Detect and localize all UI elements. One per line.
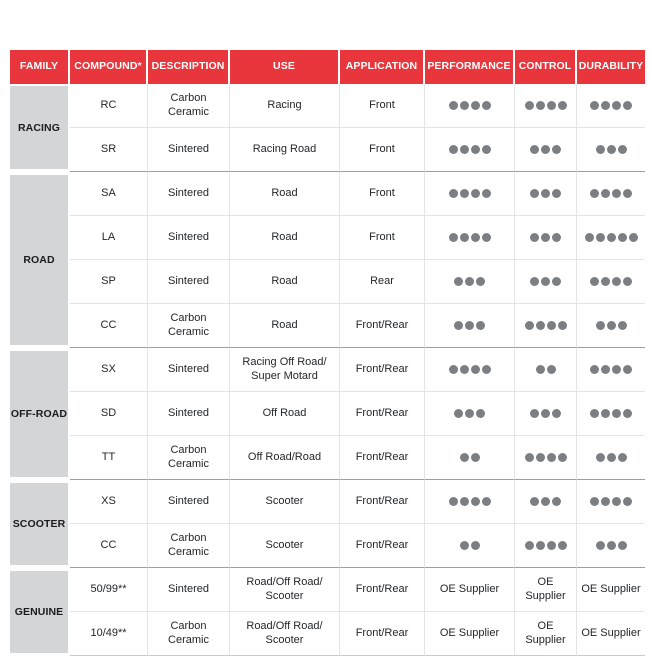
oe-supplier-label: OE Supplier xyxy=(581,582,641,595)
rating-dots xyxy=(428,394,511,433)
rating-dots xyxy=(428,86,511,125)
rating-dots xyxy=(580,482,642,521)
performance-cell xyxy=(425,612,515,656)
rating-dots xyxy=(518,174,573,213)
rating-dot xyxy=(465,321,474,330)
rating-dot xyxy=(607,145,616,154)
rating-dot xyxy=(541,233,550,242)
description-cell: Sintered xyxy=(148,348,230,392)
durability-cell xyxy=(577,84,645,128)
performance-cell xyxy=(425,392,515,436)
rating-dot xyxy=(541,145,550,154)
rating-dot xyxy=(552,497,561,506)
family-cell-road: ROAD xyxy=(10,172,70,348)
use-cell: Road/Off Road/ Scooter xyxy=(230,568,340,612)
rating-dot xyxy=(471,101,480,110)
performance-cell xyxy=(425,84,515,128)
control-cell xyxy=(515,436,577,480)
rating-dots xyxy=(428,482,511,521)
rating-dot xyxy=(460,497,469,506)
durability-cell xyxy=(577,392,645,436)
family-cell-genuine: GENUINE xyxy=(10,568,70,656)
column-header-use: USE xyxy=(230,50,340,84)
rating-dot xyxy=(596,321,605,330)
durability-cell xyxy=(577,348,645,392)
rating-dots xyxy=(580,86,642,125)
rating-dots xyxy=(518,218,573,257)
rating-dot xyxy=(612,365,621,374)
table-row xyxy=(10,480,645,524)
compound-cell: SP xyxy=(70,260,148,304)
control-cell xyxy=(515,392,577,436)
rating-dots xyxy=(518,306,573,345)
rating-dots xyxy=(428,262,511,301)
description-cell: Carbon Ceramic xyxy=(148,436,230,480)
performance-cell xyxy=(425,436,515,480)
family-cell-racing: RACING xyxy=(10,84,70,172)
rating-dot xyxy=(547,321,556,330)
durability-cell xyxy=(577,304,645,348)
rating-dot xyxy=(449,145,458,154)
rating-dot xyxy=(623,277,632,286)
rating-dot xyxy=(618,453,627,462)
compound-cell: 10/49** xyxy=(70,612,148,656)
rating-dot xyxy=(525,541,534,550)
rating-dot xyxy=(590,497,599,506)
table-row xyxy=(10,392,645,436)
performance-cell xyxy=(425,348,515,392)
family-cell-off-road: OFF-ROAD xyxy=(10,348,70,480)
use-cell: Off Road xyxy=(230,392,340,436)
durability-cell xyxy=(577,480,645,524)
table-row xyxy=(10,524,645,568)
oe-supplier-label: OE Supplier xyxy=(581,626,641,639)
rating-dot xyxy=(558,101,567,110)
column-header-durability: DURABILITY xyxy=(577,50,645,84)
rating-dot xyxy=(454,277,463,286)
application-cell: Front xyxy=(340,84,425,128)
durability-cell xyxy=(577,128,645,172)
rating-dot xyxy=(536,321,545,330)
oe-supplier-label: OE Supplier xyxy=(439,582,500,595)
rating-dot xyxy=(525,321,534,330)
rating-dot xyxy=(552,145,561,154)
compound-cell: SD xyxy=(70,392,148,436)
application-cell: Front/Rear xyxy=(340,612,425,656)
rating-dot xyxy=(618,233,627,242)
description-cell: Carbon Ceramic xyxy=(148,612,230,656)
rating-dot xyxy=(596,453,605,462)
rating-dot xyxy=(629,233,638,242)
control-cell xyxy=(515,216,577,260)
rating-dots xyxy=(580,526,642,565)
control-cell xyxy=(515,84,577,128)
rating-dot xyxy=(607,453,616,462)
durability-cell xyxy=(577,260,645,304)
rating-dot xyxy=(471,189,480,198)
application-cell: Front/Rear xyxy=(340,436,425,480)
rating-dot xyxy=(482,101,491,110)
control-cell xyxy=(515,128,577,172)
rating-dot xyxy=(558,453,567,462)
rating-dot xyxy=(552,409,561,418)
compound-cell: SA xyxy=(70,172,148,216)
control-cell xyxy=(515,348,577,392)
compound-cell: TT xyxy=(70,436,148,480)
table-row xyxy=(10,568,645,612)
rating-dots xyxy=(428,306,511,345)
description-cell: Sintered xyxy=(148,216,230,260)
rating-dot xyxy=(530,145,539,154)
table-row xyxy=(10,304,645,348)
rating-dot xyxy=(482,497,491,506)
application-cell: Front/Rear xyxy=(340,392,425,436)
rating-dot xyxy=(623,409,632,418)
rating-dot xyxy=(536,101,545,110)
rating-dot xyxy=(590,189,599,198)
table-row xyxy=(10,436,645,480)
rating-dot xyxy=(460,541,469,550)
rating-dot xyxy=(612,189,621,198)
description-cell: Sintered xyxy=(148,480,230,524)
rating-dot xyxy=(618,321,627,330)
application-cell: Front/Rear xyxy=(340,304,425,348)
rating-dot xyxy=(460,233,469,242)
compound-cell: CC xyxy=(70,524,148,568)
rating-dot xyxy=(460,101,469,110)
rating-dot xyxy=(536,365,545,374)
performance-cell xyxy=(425,304,515,348)
rating-dot xyxy=(596,233,605,242)
rating-dot xyxy=(601,277,610,286)
control-cell xyxy=(515,524,577,568)
rating-dot xyxy=(471,365,480,374)
rating-dots xyxy=(580,174,642,213)
description-cell: Carbon Ceramic xyxy=(148,84,230,128)
oe-supplier-label: OE Supplier xyxy=(525,619,566,646)
rating-dot xyxy=(552,189,561,198)
rating-dot xyxy=(585,233,594,242)
use-cell: Road xyxy=(230,216,340,260)
rating-dot xyxy=(530,189,539,198)
description-cell: Sintered xyxy=(148,568,230,612)
rating-dot xyxy=(547,453,556,462)
compound-spec-table xyxy=(10,50,645,656)
compound-cell: LA xyxy=(70,216,148,260)
rating-dots xyxy=(428,130,511,169)
durability-cell xyxy=(577,172,645,216)
rating-dot xyxy=(607,233,616,242)
rating-dot xyxy=(547,541,556,550)
oe-supplier-label: OE Supplier xyxy=(525,575,566,602)
rating-dots xyxy=(580,262,642,301)
rating-dot xyxy=(623,497,632,506)
rating-dots xyxy=(518,130,573,169)
rating-dot xyxy=(460,453,469,462)
compound-cell: 50/99** xyxy=(70,568,148,612)
performance-cell xyxy=(425,216,515,260)
rating-dot xyxy=(590,101,599,110)
rating-dot xyxy=(482,145,491,154)
application-cell: Rear xyxy=(340,260,425,304)
control-cell xyxy=(515,480,577,524)
rating-dot xyxy=(541,189,550,198)
performance-cell xyxy=(425,480,515,524)
rating-dot xyxy=(596,541,605,550)
use-cell: Road xyxy=(230,260,340,304)
rating-dots xyxy=(580,438,642,477)
rating-dots xyxy=(580,394,642,433)
rating-dots xyxy=(518,262,573,301)
rating-dot xyxy=(530,497,539,506)
table-row xyxy=(10,172,645,216)
rating-dot xyxy=(618,541,627,550)
table-row xyxy=(10,260,645,304)
rating-dot xyxy=(482,233,491,242)
rating-dot xyxy=(558,321,567,330)
rating-dot xyxy=(590,365,599,374)
rating-dot xyxy=(547,365,556,374)
control-cell xyxy=(515,304,577,348)
rating-dot xyxy=(601,409,610,418)
rating-dot xyxy=(623,189,632,198)
rating-dot xyxy=(601,497,610,506)
compound-cell: XS xyxy=(70,480,148,524)
column-header-control: CONTROL xyxy=(515,50,577,84)
rating-dot xyxy=(454,321,463,330)
rating-dot xyxy=(530,233,539,242)
rating-dot xyxy=(618,145,627,154)
table-row xyxy=(10,216,645,260)
use-cell: Scooter xyxy=(230,524,340,568)
rating-dot xyxy=(471,233,480,242)
rating-dots xyxy=(428,526,511,565)
column-header-performance: PERFORMANCE xyxy=(425,50,515,84)
rating-dot xyxy=(460,365,469,374)
header-row xyxy=(10,50,645,84)
rating-dot xyxy=(601,101,610,110)
rating-dots xyxy=(428,174,511,213)
rating-dot xyxy=(596,145,605,154)
rating-dots xyxy=(428,218,511,257)
rating-dots xyxy=(518,394,573,433)
rating-dot xyxy=(525,453,534,462)
rating-dots xyxy=(580,218,642,257)
table-row xyxy=(10,612,645,656)
table-row xyxy=(10,348,645,392)
rating-dot xyxy=(612,409,621,418)
rating-dot xyxy=(601,189,610,198)
rating-dots xyxy=(428,438,511,477)
rating-dot xyxy=(449,101,458,110)
durability-cell xyxy=(577,524,645,568)
rating-dot xyxy=(449,189,458,198)
compound-spec-table-container xyxy=(10,50,645,656)
application-cell: Front xyxy=(340,216,425,260)
compound-cell: SR xyxy=(70,128,148,172)
rating-dot xyxy=(471,497,480,506)
rating-dot xyxy=(449,497,458,506)
column-header-description: DESCRIPTION xyxy=(148,50,230,84)
control-cell xyxy=(515,260,577,304)
rating-dot xyxy=(607,541,616,550)
rating-dot xyxy=(449,233,458,242)
rating-dots xyxy=(518,350,573,389)
application-cell: Front/Rear xyxy=(340,480,425,524)
rating-dot xyxy=(471,145,480,154)
durability-cell xyxy=(577,436,645,480)
rating-dots xyxy=(518,86,573,125)
rating-dots xyxy=(580,130,642,169)
rating-dot xyxy=(590,409,599,418)
family-cell-scooter: SCOOTER xyxy=(10,480,70,568)
performance-cell xyxy=(425,128,515,172)
compound-cell: SX xyxy=(70,348,148,392)
rating-dot xyxy=(552,277,561,286)
use-cell: Racing xyxy=(230,84,340,128)
rating-dot xyxy=(590,277,599,286)
performance-cell xyxy=(425,260,515,304)
rating-dots xyxy=(580,350,642,389)
rating-dot xyxy=(530,277,539,286)
description-cell: Sintered xyxy=(148,128,230,172)
use-cell: Racing Road xyxy=(230,128,340,172)
durability-cell xyxy=(577,568,645,612)
performance-cell xyxy=(425,524,515,568)
application-cell: Front xyxy=(340,172,425,216)
control-cell xyxy=(515,172,577,216)
rating-dot xyxy=(612,277,621,286)
rating-dot xyxy=(541,277,550,286)
column-header-family: FAMILY xyxy=(10,50,70,84)
use-cell: Road xyxy=(230,172,340,216)
rating-dots xyxy=(518,438,573,477)
description-cell: Sintered xyxy=(148,260,230,304)
rating-dot xyxy=(612,101,621,110)
rating-dot xyxy=(449,365,458,374)
rating-dots xyxy=(518,526,573,565)
control-cell xyxy=(515,568,577,612)
table-body xyxy=(10,84,645,656)
rating-dot xyxy=(558,541,567,550)
rating-dot xyxy=(454,409,463,418)
application-cell: Front xyxy=(340,128,425,172)
rating-dot xyxy=(471,453,480,462)
table-row xyxy=(10,84,645,128)
application-cell: Front/Rear xyxy=(340,524,425,568)
use-cell: Road/Off Road/ Scooter xyxy=(230,612,340,656)
description-cell: Sintered xyxy=(148,392,230,436)
compound-cell: CC xyxy=(70,304,148,348)
compound-cell: RC xyxy=(70,84,148,128)
rating-dot xyxy=(541,497,550,506)
rating-dot xyxy=(536,453,545,462)
rating-dot xyxy=(476,321,485,330)
control-cell xyxy=(515,612,577,656)
rating-dot xyxy=(465,277,474,286)
use-cell: Off Road/Road xyxy=(230,436,340,480)
rating-dot xyxy=(482,189,491,198)
rating-dot xyxy=(525,101,534,110)
durability-cell xyxy=(577,612,645,656)
durability-cell xyxy=(577,216,645,260)
rating-dot xyxy=(476,277,485,286)
description-cell: Sintered xyxy=(148,172,230,216)
rating-dot xyxy=(623,101,632,110)
application-cell: Front/Rear xyxy=(340,348,425,392)
rating-dot xyxy=(460,145,469,154)
rating-dot xyxy=(607,321,616,330)
column-header-application: APPLICATION xyxy=(340,50,425,84)
performance-cell xyxy=(425,568,515,612)
rating-dot xyxy=(601,365,610,374)
rating-dot xyxy=(547,101,556,110)
rating-dot xyxy=(476,409,485,418)
rating-dot xyxy=(465,409,474,418)
use-cell: Road xyxy=(230,304,340,348)
rating-dot xyxy=(552,233,561,242)
rating-dot xyxy=(471,541,480,550)
rating-dot xyxy=(623,365,632,374)
rating-dots xyxy=(428,350,511,389)
rating-dot xyxy=(536,541,545,550)
rating-dot xyxy=(460,189,469,198)
rating-dot xyxy=(482,365,491,374)
table-header xyxy=(10,50,645,84)
column-header-compound: COMPOUND* xyxy=(70,50,148,84)
oe-supplier-label: OE Supplier xyxy=(439,626,500,639)
rating-dot xyxy=(612,497,621,506)
rating-dots xyxy=(580,306,642,345)
rating-dots xyxy=(518,482,573,521)
rating-dot xyxy=(541,409,550,418)
rating-dot xyxy=(530,409,539,418)
description-cell: Carbon Ceramic xyxy=(148,524,230,568)
table-row xyxy=(10,128,645,172)
application-cell: Front/Rear xyxy=(340,568,425,612)
use-cell: Scooter xyxy=(230,480,340,524)
description-cell: Carbon Ceramic xyxy=(148,304,230,348)
use-cell: Racing Off Road/ Super Motard xyxy=(230,348,340,392)
performance-cell xyxy=(425,172,515,216)
